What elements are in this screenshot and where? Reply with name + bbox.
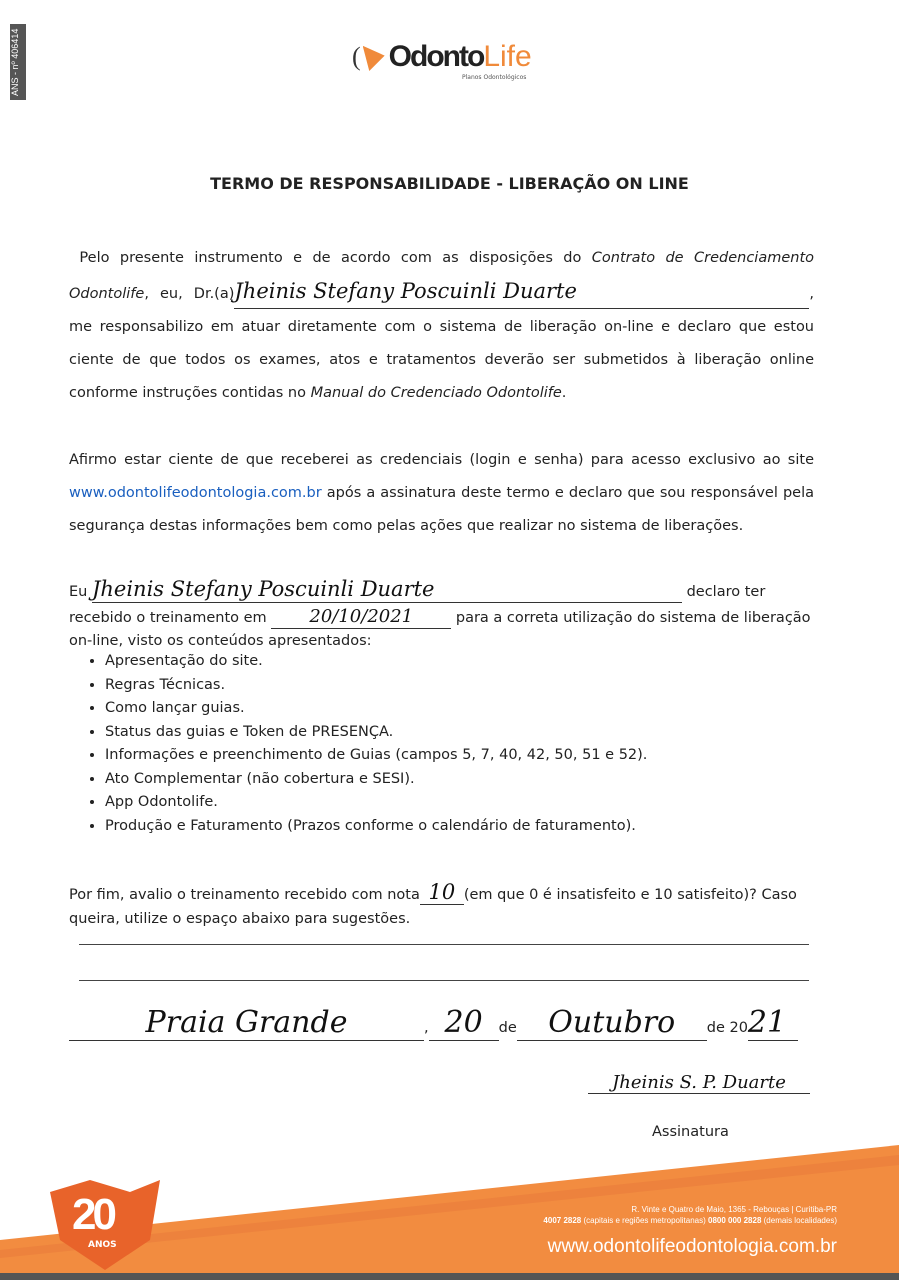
list-item: • Ato Complementar (não cobertura e SESI). — [105, 768, 829, 792]
list-item: • Status das guias e Token de PRESENÇA. — [105, 721, 829, 745]
text: . — [561, 385, 567, 401]
text: Pelo presente instrumento e de acordo com as disposições do — [79, 250, 592, 266]
paragraph-4 — [69, 880, 814, 931]
footer-website: www.odontolifeodontologia.com.br — [547, 1236, 837, 1257]
contract-name: Contrato de Credenciamento Odontolife — [69, 250, 815, 302]
footer-phones — [543, 1216, 837, 1225]
text: Afirmo estar ciente de que receberei as credenciais (login e senha) para acesso exclusivo ao site — [69, 452, 814, 468]
text: , eu, Dr.(a) — [144, 286, 235, 302]
suggestion-line — [79, 980, 809, 981]
signature-line — [588, 1072, 810, 1094]
list-item: • Informações e preenchimento de Guias (campos 5, 7, 40, 42, 50, 51 e 52). — [105, 744, 829, 768]
odontolife-logo — [352, 40, 532, 74]
text: , me responsabilizo em atuar diretamente com o sistema de liberação on-line e declaro que estou ciente de que todos os exames, atos e tratamentos deverão ser submetidos à liberação online conforme instruções contidas no — [69, 286, 814, 401]
list-item: • Como lançar guias. — [105, 697, 829, 721]
badge-label: ANOS — [88, 1240, 117, 1250]
phone: 4007 2828 — [543, 1216, 582, 1225]
paragraph-3 — [69, 578, 814, 654]
ans-registration: ANS - nº 406414 — [10, 24, 26, 100]
phone: 0800 000 2828 — [708, 1216, 762, 1225]
text: recebido o treinamento em — [69, 609, 267, 626]
list-item: • App Odontolife. — [105, 791, 829, 815]
day-handwritten: 20 — [429, 1005, 499, 1041]
year-handwritten: 21 — [748, 1005, 798, 1041]
text: para a correta utilização do sistema de liberação on-line, visto os conteúdos apresentados: — [69, 609, 811, 649]
text: Eu — [69, 584, 88, 600]
suggestion-line — [79, 944, 809, 945]
text: (capitais e regiões metropolitanas) — [583, 1216, 706, 1225]
logo-subtitle: Planos Odontológicos — [462, 74, 527, 81]
logo-text: Odonto — [388, 40, 484, 73]
document-title: TERMO DE RESPONSABILIDADE - LIBERAÇÃO ON LINE — [210, 174, 689, 193]
text: (demais localidades) — [763, 1216, 837, 1225]
trainee-name-handwritten: Jheinis Stefany Poscuinli Duarte — [92, 578, 682, 603]
website-link[interactable]: www.odontolifeodontologia.com.br — [69, 485, 322, 501]
logo-text-life: Life — [483, 40, 532, 73]
paragraph-1 — [69, 242, 814, 410]
topics-list — [69, 650, 829, 838]
text: Por fim, avalio o treinamento recebido com nota — [69, 887, 420, 903]
doctor-name-handwritten: Jheinis Stefany Poscuinli Duarte — [234, 275, 809, 309]
footer-banner — [0, 1140, 899, 1280]
text: de — [498, 1020, 517, 1036]
text: após a assinatura deste termo e declaro que sou responsável pela segurança destas informações bem como pelas ações que realizar no sistema de liberações. — [69, 485, 814, 534]
text: de 20 — [706, 1020, 748, 1036]
footer-address: R. Vinte e Quatro de Maio, 1365 - Rebouças | Curitiba-PR — [631, 1205, 837, 1214]
text: declaro ter — [686, 584, 766, 600]
city-handwritten: Praia Grande — [69, 1005, 424, 1041]
signature-label: Assinatura — [652, 1124, 729, 1140]
rating-handwritten: 10 — [420, 880, 464, 905]
training-date-handwritten: 20/10/2021 — [271, 605, 451, 630]
manual-name: Manual do Credenciado Odontolife — [310, 385, 562, 401]
list-item: • Produção e Faturamento (Prazos conforme o calendário de faturamento). — [105, 815, 829, 839]
paragraph-2 — [69, 444, 814, 543]
place-date-line: Praia Grande , 20 de Outubro de 2021 — [69, 1005, 814, 1041]
list-item: • Regras Técnicas. — [105, 674, 829, 698]
text: (em que 0 é insatisfeito e 10 satisfeito)? Caso queira, utilize o espaço abaixo para sugestões. — [69, 887, 797, 927]
list-item: • Apresentação do site. — [105, 650, 829, 674]
badge-number: 20 — [72, 1190, 113, 1239]
signature-handwritten: Jheinis S. P. Duarte — [612, 1072, 786, 1093]
logo-paren: ( — [352, 42, 361, 71]
logo-mark-icon — [363, 43, 385, 71]
month-handwritten: Outubro — [517, 1005, 707, 1041]
